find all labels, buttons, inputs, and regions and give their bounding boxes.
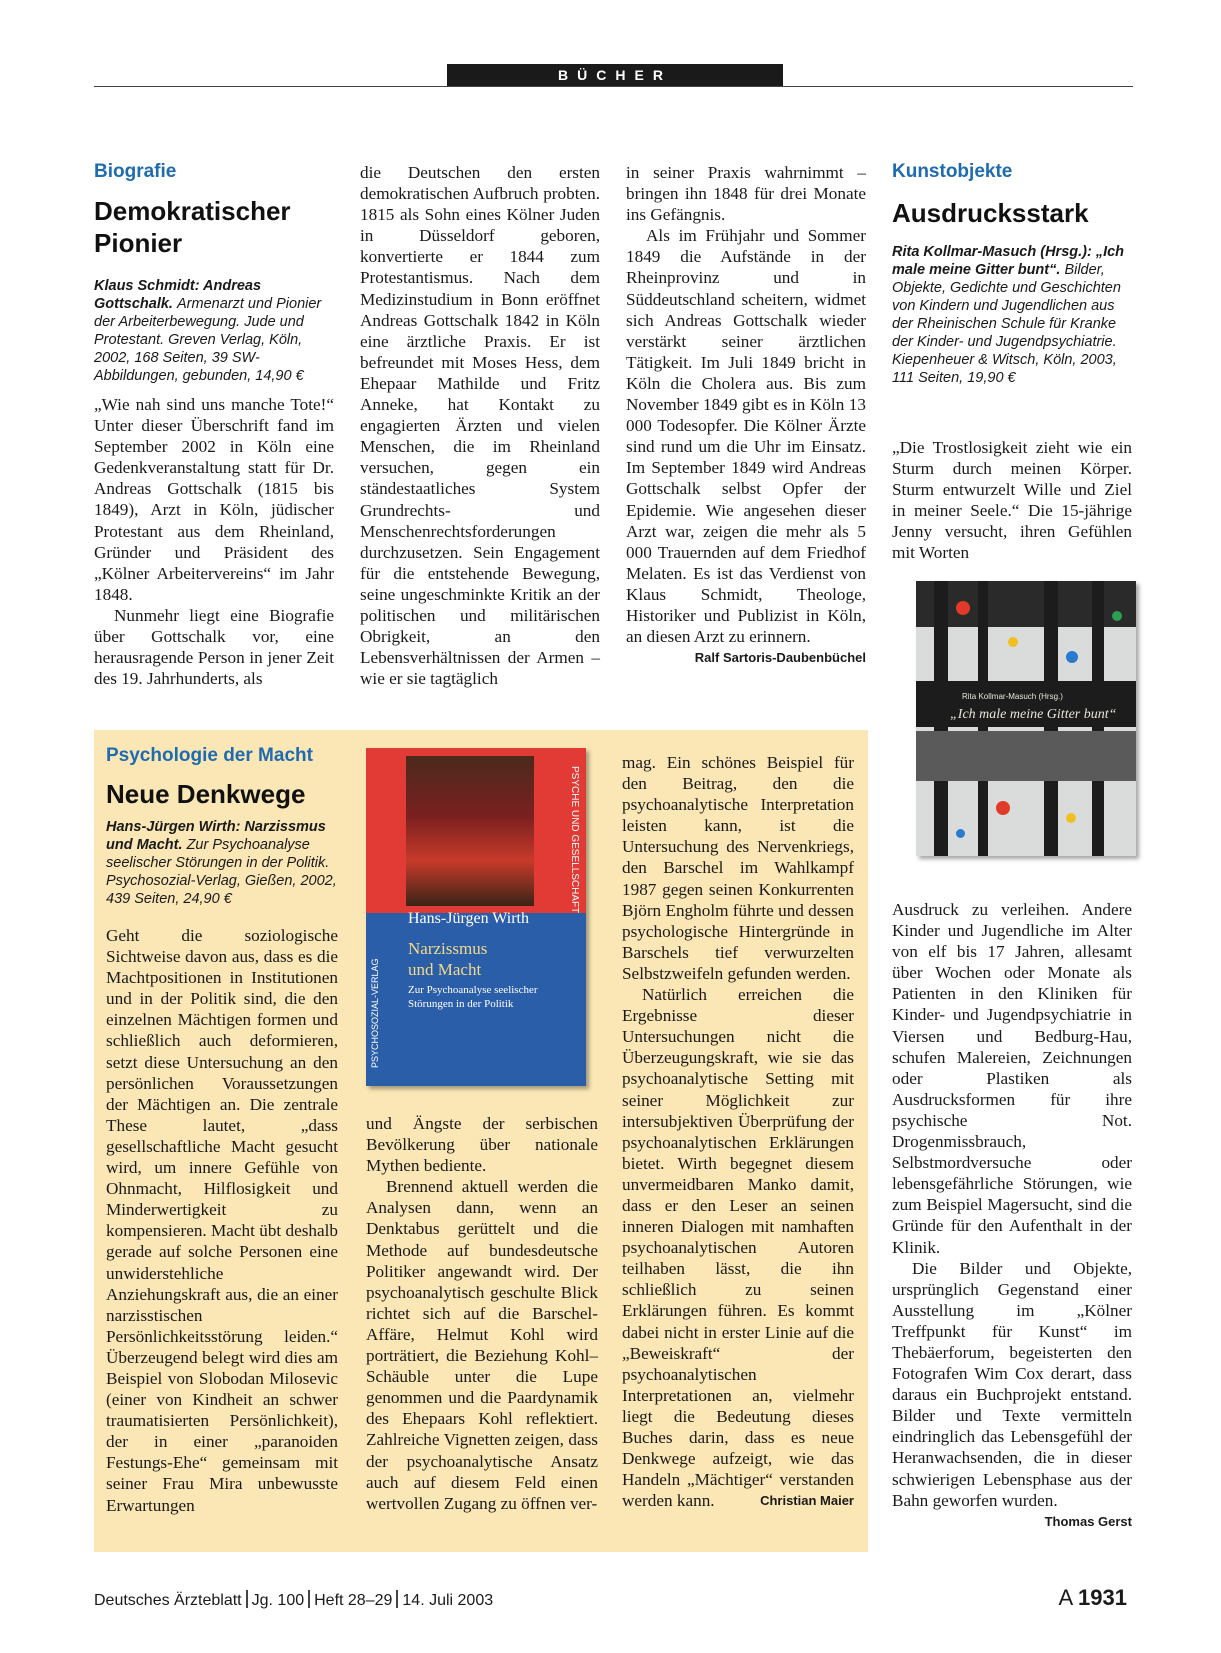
paint-splash <box>996 801 1010 815</box>
article-column <box>626 162 866 668</box>
cover-painting <box>406 756 534 906</box>
author-signature: Thomas Gerst <box>1044 1513 1132 1529</box>
cover-title-line: und Macht <box>408 960 482 979</box>
cover-title-line: Narzissmus <box>408 939 488 958</box>
book-reference-details: Bilder, Objekte, Gedichte und Geschichten von Kindern und Jugendlichen aus der Rheinischen Schule für Kranke der Kinder- und Jugendpsychiatrie. Kiepenheuer & Witsch, Köln, 2003, 111 Seiten, 19,90 € <box>892 262 1121 386</box>
article-column <box>622 752 854 1511</box>
paint-splash <box>956 829 965 838</box>
cover-subtitle: Zur Psychoanalyse seelischer Störungen in der Politik <box>408 984 538 1010</box>
article-column <box>94 394 334 689</box>
book-reference <box>94 277 334 385</box>
kicker-psychologie: Psychologie der Macht <box>106 745 313 766</box>
paragraph: in seiner Praxis wahrnimmt – bringen ihn 1848 für drei Monate ins Gefängnis. <box>626 163 866 225</box>
paragraph <box>622 984 854 1511</box>
kicker-kunstobjekte: Kunstobjekte <box>892 161 1013 182</box>
paragraph: Brennend aktuell werden die Analysen dann, wenn an Denktabus gerüttelt und die Methode auf bundesdeutsche Politiker angewandt wird. Der psychoanalytisch geschulte Blick richtet sich auf die Barschel-Affäre, Helmut Kohl wird porträtiert, die Beziehung Kohl–Schäuble unter die Lupe genommen und die Paardynamik des Ehepaars Kohl reflektiert. Zahlreiche Vignetten zeigen, dass der psychoanalytische Ansatz auch auf diesem Feld einen wertvollen Zugang zu öffnen ver- <box>366 1177 598 1513</box>
paint-splash <box>1112 611 1122 621</box>
paint-splash <box>956 601 970 615</box>
book-reference-author-title: Rita Kollmar-Masuch (Hrsg.): „Ich male meine Gitter bunt“. <box>892 244 1125 278</box>
footer-separator <box>308 1590 310 1608</box>
article-column <box>106 925 338 1516</box>
article-column <box>892 899 1132 1532</box>
paragraph <box>626 225 866 666</box>
cover-spine-publisher: PSYCHOSOZIAL-VERLAG <box>370 958 380 1068</box>
headline-ausdrucksstark: Ausdrucksstark <box>892 198 1089 228</box>
paragraph <box>892 1258 1132 1529</box>
paragraph-text: Die Bilder und Objekte, ursprünglich Gegenstand einer Ausstellung im „Kölner Treffpunkt für Kunst“ im Thebäerforum, begeisterten den Fotografen Wim Cox derart, dass daraus ein Buchprojekt entstand. Bilder und Texte vermitteln eindringlich das Lebensgefühl der Heranwachsenden, die in dieser schwierigen Lebensphase aus der Bahn geworfen wurden. <box>892 1258 1132 1510</box>
paragraph: „Wie nah sind uns manche Tote!“ Unter dieser Überschrift fand im September 2002 in Köln eine Gedenkveranstaltung statt für Dr. Andreas Gottschalk (1815 bis 1849), Arzt in Köln, jüdischer Protestant aus dem Rheinland, Gründer und Präsident des „Kölner Arbeitervereins“ im Jahr 1848. <box>94 395 334 604</box>
cover-author: Hans-Jürgen Wirth <box>408 910 529 927</box>
cover-bar <box>916 731 1136 781</box>
paragraph: mag. Ein schönes Beispiel für den Beitrag, den die psychoanalytische Interpretation leisten kann, ist die Untersuchung des Nervenkriegs, den Barschel im Wahlkampf 1987 gegen seinen Konkurrenten Björn Engholm führte und dessen psychologische Hintergründe in Barschels tief verwurzelten Selbstzweifeln gefunden werden. <box>622 753 854 983</box>
book-reference <box>106 818 338 908</box>
headline-demokratischer-pionier <box>94 195 334 259</box>
book-reference <box>892 243 1132 387</box>
book-cover-narzissmus <box>366 748 586 1086</box>
headline-neue-denkwege: Neue Denkwege <box>106 779 306 809</box>
book-cover-gitter-bunt <box>916 581 1136 856</box>
book-reference-author-title: Klaus Schmidt: Andreas Gottschalk. <box>94 278 262 312</box>
paragraph: die Deutschen den ersten demokratischen Aufbruch probten. 1815 als Sohn eines Kölner Juden in Düsseldorf geboren, konvertierte er 1844 zum Protestantismus. Nach dem Medizinstudium in Bonn eröffnet Andreas Gottschalk 1842 in Köln eine ärztliche Praxis. Er ist befreundet mit Moses Hess, dem Ehepaar Mathilde und Fritz Anneke, hat Kontakt zu engagierten Ärzten und vielen Menschen, die im Rheinland versuchen, gegen ein ständestaatliches System Grundrechts- und Menschenrechtsforderungen durchzusetzen. Sein Engagement für die entstehende Bewegung, seine ungeschminkte Kritik an der politischen und militärischen Obrigkeit, an den Lebensverhältnissen der Armen – wie er sie tagtäglich <box>360 163 600 689</box>
paint-splash <box>1008 637 1018 647</box>
footer-separator <box>246 1590 248 1608</box>
page-prefix: A <box>1058 1585 1072 1610</box>
journal-volume: Jg. 100 <box>251 1592 305 1609</box>
article-column <box>892 437 1132 564</box>
headline-line: Pionier <box>94 228 183 258</box>
author-signature: Christian Maier <box>760 1493 854 1509</box>
page-footer <box>94 1590 493 1610</box>
paragraph: und Ängste der serbischen Bevölkerung über nationale Mythen bediente. <box>366 1114 598 1176</box>
journal-name: Deutsches Ärzteblatt <box>94 1592 242 1609</box>
paragraph-text: Als im Frühjahr und Sommer 1849 die Aufstände in der Rheinprovinz und in Süddeutschland scheitern, widmet sich Andreas Gottschalk wieder verstärkt seiner ärztlichen Tätigkeit. Im Juli 1849 bricht in Köln die Cholera aus. Bis zum November 1849 gibt es in Köln 13 000 Todesopfer. Die Kölner Ärzte sind rund um die Uhr im Einsatz. Im September 1849 wird Andreas Gottschalk selbst Opfer der Epidemie. Wie angesehen dieser Arzt war, zeigen die mehr als 5 000 Trauernden auf dem Friedhof Melaten. Es ist das Verdienst von Klaus Schmidt, Theologe, Historiker und Publizist in Köln, an diesen Arzt zu erinnern. <box>626 226 866 647</box>
section-banner: BÜCHER <box>447 64 783 86</box>
paragraph-text: Natürlich erreichen die Ergebnisse dieser Untersuchungen nicht die Überzeugungskraft, wie sie das psychoanalytische Setting mit seiner Möglichkeit zur intersubjektiven Überprüfung der psychoanalytischen Erklärungen bietet. Wirth begegnet diesem unvermeidbaren Manko damit, dass er den Leser an seinen inneren Dialogen mit namhaften psychoanalytischen Autoren teilhaben lässt, die ihn schließlich zu seinen Erklärungen führen. Es kommt dabei nicht in erster Linie auf die „Beweiskraft“ der psychoanalytischen Interpretationen an, vielmehr liegt die Bedeutung dieses Buches darin, dass es neue Denkwege aufzeigt, wie das Handeln „Mächtiger“ verstanden werden kann. <box>622 985 854 1511</box>
footer-separator <box>396 1590 398 1608</box>
page-number-value: 1931 <box>1078 1585 1127 1610</box>
cover-title <box>408 938 487 980</box>
book-reference-author-title: Hans-Jürgen Wirth: Narzissmus und Macht. <box>106 819 326 853</box>
article-column <box>366 1113 598 1514</box>
cover-title: „Ich male meine Gitter bunt“ <box>950 707 1117 722</box>
paragraph: Ausdruck zu verleihen. Andere Kinder und Jugendliche im Alter von elf bis 17 Jahren, allesamt über Wochen oder Monate als Patienten in den Kliniken für Kinder- und Jugendpsychiatrie in Viersen und Bedburg-Hau, schufen Malereien, Zeichnungen oder Plastiken als Ausdrucksformen für ihre psychische Not. Drogenmissbrauch, Selbstmordversuche oder lebensgefährliche Störungen, wie zum Beispiel Magersucht, sind die Gründe für den Aufenthalt in der Klinik. <box>892 900 1132 1257</box>
book-reference-details: Armenarzt und Pionier der Arbeiterbewegung. Jude und Protestant. Greven Verlag, Köln, 2002, 168 Seiten, 39 SW-Abbildungen, gebunden, 14,90 € <box>94 296 322 384</box>
book-reference-details: Zur Psychoanalyse seelischer Störungen in der Politik. Psychosozial-Verlag, Gießen, 2002, 439 Seiten, 24,90 € <box>106 837 337 907</box>
paragraph: „Die Trostlosigkeit zieht wie ein Sturm durch meinen Körper. Sturm entwurzelt Wille und Ziel in meiner Seele.“ Die 15-jährige Jenny versucht, ihren Gefühlen mit Worten <box>892 438 1132 563</box>
paint-splash <box>1066 651 1078 663</box>
journal-date: 14. Juli 2003 <box>402 1592 494 1609</box>
paragraph: Geht die soziologische Sichtweise davon aus, dass es die Machtpositionen in Institutionen und in der Politik sind, die den einzelnen Mächtigen formen und schließlich auch deformieren, setzt diese Untersuchung an den persönlichen Voraussetzungen der Mächtigen an. Die zentrale These lautet, „dass gesellschaftliche Macht gesucht wird, um innere Gefühle von Ohnmacht, Hilflosigkeit und Minderwertigkeit zu kompensieren. Macht übt deshalb gerade auf solche Personen eine unwiderstehliche Anziehungskraft aus, die an einer narzisstischen Persönlichkeitsstörung leiden.“ Überzeugend belegt wird dies am Beispiel von Slobodan Milosevic (einer von Kindheit an schwer traumatisierten Persönlichkeit), der in einer „paranoiden Festungs-Ehe“ gemeinsam mit seiner Frau Mira unbewusste Erwartungen <box>106 926 338 1515</box>
paragraph: Nunmehr liegt eine Biografie über Gottschalk vor, eine herausragende Person in jener Zeit des 19. Jahrhunderts, als <box>94 605 334 689</box>
page-number <box>1058 1585 1127 1611</box>
article-column <box>360 162 600 689</box>
cover-spine-series: PSYCHE UND GESELLSCHAFT <box>569 766 580 914</box>
header-rule <box>94 86 1133 87</box>
journal-issue: Heft 28–29 <box>314 1592 393 1609</box>
kicker-biografie: Biografie <box>94 161 177 182</box>
author-signature: Ralf Sartoris-Daubenbüchel <box>694 650 866 666</box>
paint-splash <box>1066 813 1076 823</box>
headline-line: Demokratischer <box>94 196 291 226</box>
cover-author: Rita Kollmar-Masuch (Hrsg.) <box>962 692 1063 701</box>
